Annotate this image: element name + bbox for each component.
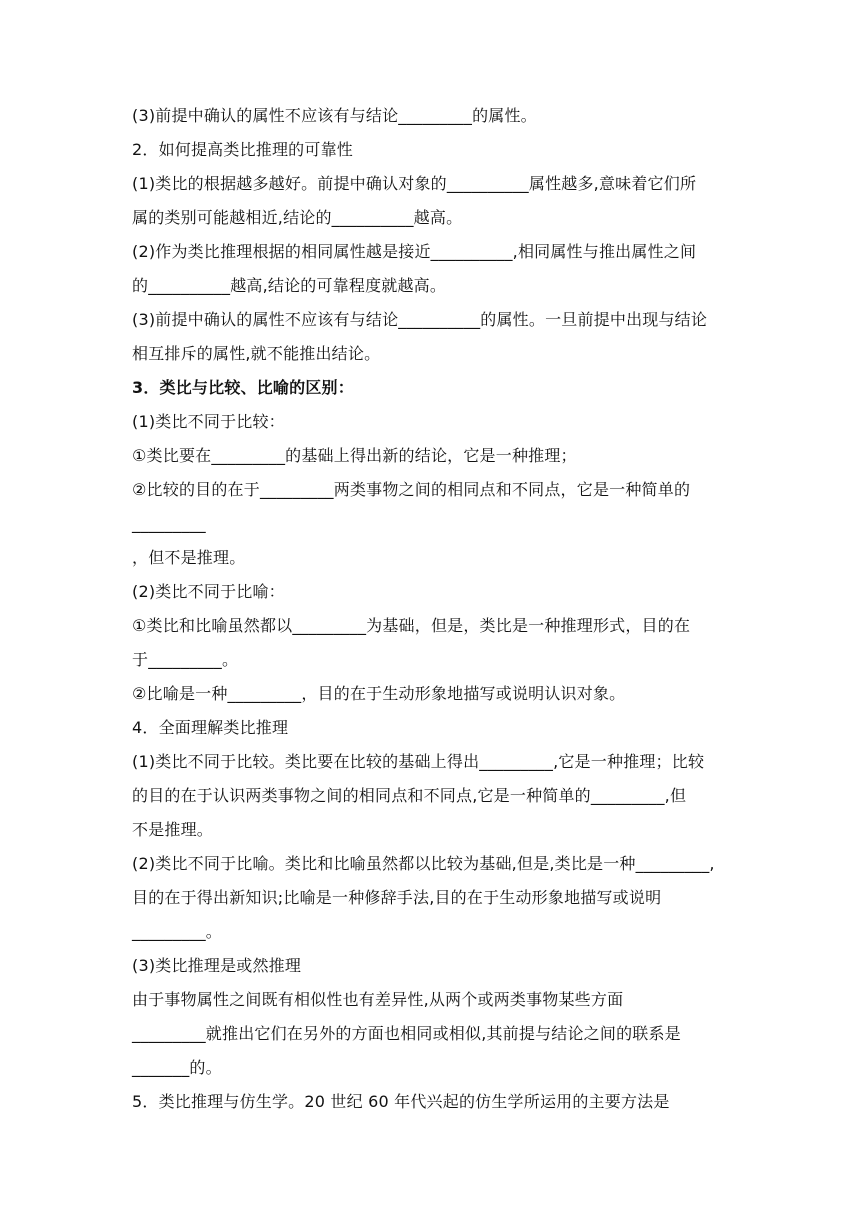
- paragraph-line: (1)类比不同于比较。类比要在比较的基础上得出_________,它是一种推理；比较: [132, 752, 705, 771]
- paragraph-line: ②比较的目的在于_________两类事物之间的相同点和不同点，它是一种简单的: [132, 480, 691, 499]
- paragraph-line: ，但不是推理。: [132, 548, 246, 567]
- paragraph-line: (2)类比不同于比喻：: [132, 582, 285, 601]
- paragraph-line: 的目的在于认识两类事物之间的相同点和不同点,它是一种简单的_________,但: [132, 786, 687, 805]
- paragraph-line: 相互排斥的属性,就不能推出结论。: [132, 344, 381, 363]
- section-heading-4: 4．全面理解类比推理: [132, 718, 289, 737]
- section-heading-5: 5．类比推理与仿生学。20 世纪 60 年代兴起的仿生学所运用的主要方法是: [132, 1092, 670, 1111]
- blank-line: _________: [132, 514, 206, 533]
- paragraph-line: 不是推理。: [132, 820, 214, 839]
- paragraph-line: (3)类比推理是或然推理: [132, 956, 302, 975]
- paragraph-line: (2)类比不同于比喻。类比和比喻虽然都以比较为基础,但是,类比是一种_________,: [132, 854, 715, 873]
- paragraph-line: 属的类别可能越相近,结论的__________越高。: [132, 208, 463, 227]
- paragraph-line: ②比喻是一种_________，目的在于生动形象地描写或说明认识对象。: [132, 684, 626, 703]
- paragraph-line: _________。: [132, 922, 222, 941]
- paragraph-line: 的__________越高,结论的可靠程度就越高。: [132, 276, 447, 295]
- paragraph-line: (3)前提中确认的属性不应该有与结论__________的属性。一旦前提中出现与结论: [132, 310, 708, 329]
- paragraph-line: (1)类比的根据越多越好。前提中确认对象的__________属性越多,意味着它们所: [132, 174, 697, 193]
- section-heading-3: 3．类比与比较、比喻的区别：: [132, 378, 354, 397]
- paragraph-line: (2)作为类比推理根据的相同属性越是接近__________,相同属性与推出属性之间: [132, 242, 697, 261]
- paragraph-line: 目的在于得出新知识;比喻是一种修辞手法,目的在于生动形象地描写或说明: [132, 888, 662, 907]
- paragraph-line: ①类比和比喻虽然都以_________为基础，但是，类比是一种推理形式，目的在: [132, 616, 691, 635]
- paragraph-line: (3)前提中确认的属性不应该有与结论_________的属性。: [132, 106, 537, 125]
- paragraph-line: 由于事物属性之间既有相似性也有差异性,从两个或两类事物某些方面: [132, 990, 624, 1009]
- paragraph-line: _______的。: [132, 1058, 222, 1077]
- paragraph-line: ①类比要在_________的基础上得出新的结论，它是一种推理；: [132, 446, 577, 465]
- paragraph-line: _________就推出它们在另外的方面也相同或相似,其前提与结论之间的联系是: [132, 1024, 681, 1043]
- paragraph-line: 于_________。: [132, 650, 239, 669]
- paragraph-line: (1)类比不同于比较：: [132, 412, 285, 431]
- section-heading-2: 2．如何提高类比推理的可靠性: [132, 140, 353, 159]
